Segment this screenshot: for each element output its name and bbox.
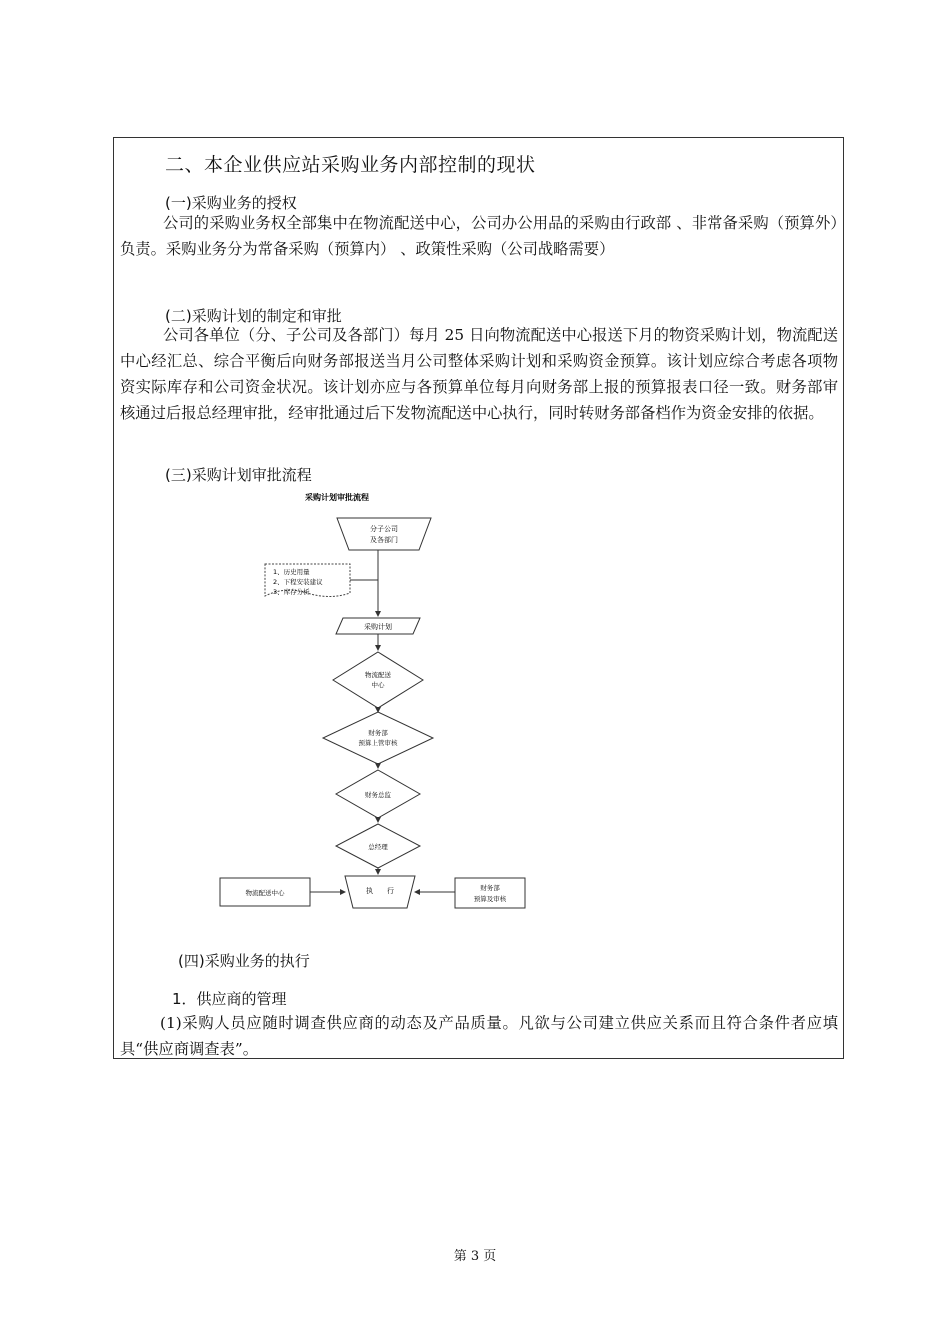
decision-finance-budget [323,712,433,764]
decision-logistics [333,652,423,708]
d1-line2: 中心 [371,681,385,689]
paragraph-plan: 公司各单位（分、子公司及各部门）每月 25 日向物流配送中心报送下月的物资采购计划，物流配送中心经汇总、综合平衡后向财务部报送当月公司整体采购计划和采购资金预算。该计划应综合考虑各项物资实际库存和公司资金状况。该计划亦应与各预算单位每月向财务部上报的预算报表口径一致。财务部审核通过后报总经理审批，经审批通过后下发物流配送中心执行，同时转财务部备档作为资金安排的依据。 [120,326,838,422]
left-box-label: 物流配送中心 [245,889,285,897]
heading-approval-flow: (三)采购计划审批流程 [165,466,312,484]
flowchart-title: 采购计划审批流程 [305,493,369,502]
approval-flowchart [215,488,535,916]
note-line-1: 1、历史用量 [273,568,310,576]
page-number: 第 3 页 [453,1249,497,1264]
start-node [337,518,431,550]
heading-execution: (四)采购业务的执行 [178,952,310,970]
start-label-line2: 及各部门 [370,536,398,544]
section-title: 二、本企业供应站采购业务内部控制的现状 [165,154,536,176]
d1-line1: 物流配送 [365,671,391,679]
note-line-2: 2、下程安装建议 [273,578,323,586]
d3-label: 财务总监 [365,791,391,799]
right-box-line2: 预算及审核 [473,895,507,903]
start-label-line1: 分子公司 [370,525,398,533]
heading-supplier-management: 1．供应商的管理 [172,990,287,1008]
plan-label: 采购计划 [364,623,392,631]
finance-box [455,878,525,908]
heading-authorization: (一)采购业务的授权 [165,194,297,212]
heading-plan: (二)采购计划的制定和审批 [165,307,342,325]
d2-line2: 预算上管审核 [358,739,398,747]
d2-line1: 财务部 [368,729,388,737]
d4-label: 总经理 [368,843,388,851]
right-box-line1: 财务部 [480,884,500,892]
paragraph-authorization: 公司的采购业务权全部集中在物流配送中心，公司办公用品的采购由行政部 、非常备采购（预算外）负责。采购业务分为常备采购（预算内） 、政策性采购（公司战略需要） [120,214,838,258]
paragraph-supplier: (1)采购人员应随时调查供应商的动态及产品质量。凡欲与公司建立供应关系而且符合条件者应填具“供应商调查表”。 [120,1014,838,1058]
note-line-3: 3、库存分析 [273,588,310,596]
execute-label: 执 行 [366,887,394,895]
